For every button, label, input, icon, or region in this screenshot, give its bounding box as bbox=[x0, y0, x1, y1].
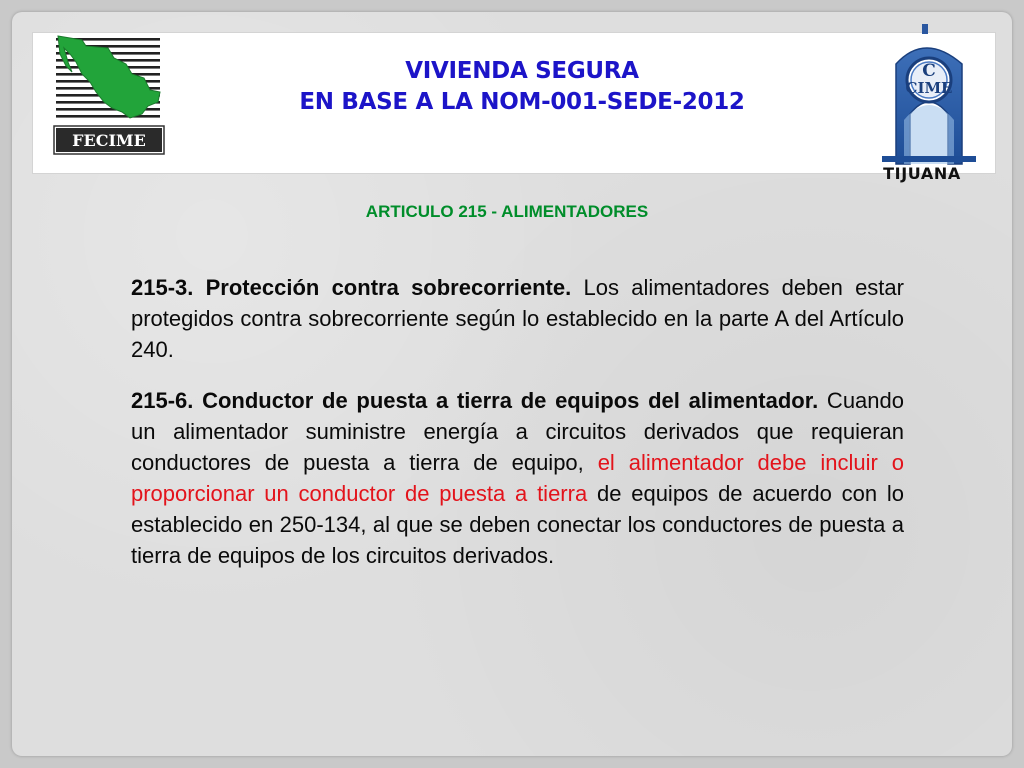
fecime-logo-text: FECIME bbox=[72, 131, 146, 150]
highlighted-text: el alimentador debe incluir o proporcionar un conductor de puesta a tierra bbox=[131, 450, 904, 506]
title-line-1: VIVIENDA SEGURA bbox=[405, 58, 639, 84]
logo-caption-tijuana: TIJUANA bbox=[883, 164, 961, 183]
section-text: Cuando un alimentador suministre energía a circuitos derivados que requieran conductores de puesta a tierra de equipo, bbox=[131, 388, 904, 475]
section-215-6 bbox=[131, 385, 904, 571]
section-215-3 bbox=[131, 272, 904, 365]
section-text: Los alimentadores deben estar protegidos contra sobrecorriente según lo establecido en la parte A del Artículo 240. bbox=[131, 275, 904, 362]
section-heading: 215-6. Conductor de puesta a tierra de equipos del alimentador. bbox=[131, 388, 819, 413]
section-heading: 215-3. Protección contra sobrecorriente. bbox=[131, 275, 572, 300]
cime-logo bbox=[874, 24, 984, 169]
slide bbox=[12, 12, 1012, 756]
section-text: de equipos de acuerdo con lo establecido en 250-134, al que se deben conectar los conductores de puesta a tierra de equipos de los circuitos derivados. bbox=[131, 481, 904, 568]
article-heading: ARTICULO 215 - ALIMENTADORES bbox=[365, 202, 649, 221]
mexico-map-icon bbox=[58, 36, 160, 118]
svg-text:C: C bbox=[922, 61, 936, 81]
fecime-logo bbox=[52, 32, 166, 156]
cime-logo-text: CIME bbox=[905, 79, 953, 97]
title-line-2: EN BASE A LA NOM-001-SEDE-2012 bbox=[299, 89, 745, 115]
slide-body bbox=[131, 272, 904, 571]
slide-title bbox=[212, 56, 832, 118]
